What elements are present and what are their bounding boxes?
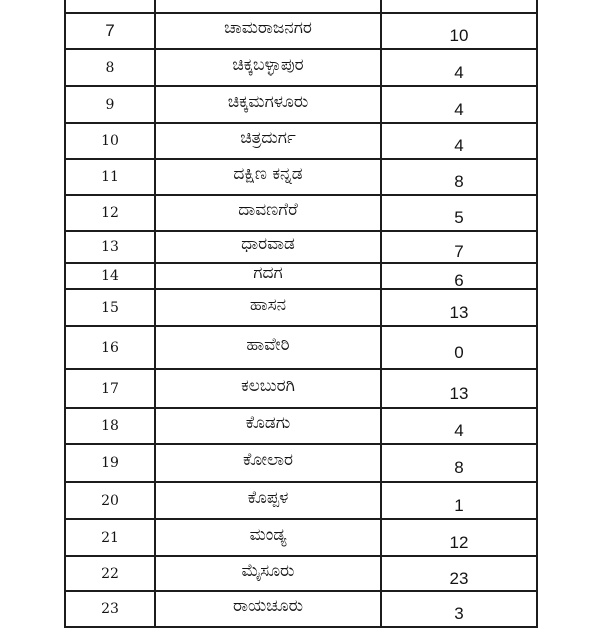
district-name-cell: ಹಾವೇರಿ <box>155 326 381 369</box>
district-name-cell: ಧಾರವಾಡ <box>155 231 381 263</box>
serial-number-cell: 18 <box>65 408 155 444</box>
district-name-cell: ಕೊಪ್ಪಳ <box>155 482 381 519</box>
count-cell: 4 <box>381 408 537 444</box>
district-count-table <box>64 0 538 628</box>
district-name-cell: ಮೈಸೂರು <box>155 556 381 591</box>
serial-number-cell: 8 <box>65 49 155 86</box>
district-name-cell: ರಾಯಚೂರು <box>155 591 381 627</box>
count-cell: 10 <box>381 13 537 49</box>
table-row <box>65 369 537 408</box>
count-cell: 6 <box>381 263 537 289</box>
count-cell: 3 <box>381 591 537 627</box>
district-name-cell: ಕೋಲಾರ <box>155 444 381 482</box>
serial-number-cell: 17 <box>65 369 155 408</box>
count-cell: 8 <box>381 444 537 482</box>
serial-number-cell: 23 <box>65 591 155 627</box>
count-cell: 5 <box>381 195 537 231</box>
district-name-cell: ಹಾಸನ <box>155 289 381 326</box>
count-cell: 13 <box>381 369 537 408</box>
count-cell: 7 <box>381 231 537 263</box>
count-cell: 13 <box>381 289 537 326</box>
table-row <box>65 159 537 195</box>
serial-number-cell: 20 <box>65 482 155 519</box>
count-cell: 1 <box>381 482 537 519</box>
count-cell: 8 <box>381 159 537 195</box>
table-row <box>65 444 537 482</box>
district-name-cell: ಚಿತ್ರದುರ್ಗ <box>155 123 381 159</box>
serial-number-cell: 9 <box>65 86 155 123</box>
district-name-cell: ಗದಗ <box>155 263 381 289</box>
table-row <box>65 86 537 123</box>
district-name-cell: ಮಂಡ್ಯ <box>155 519 381 556</box>
serial-number-cell: 21 <box>65 519 155 556</box>
table-row <box>65 123 537 159</box>
table-row <box>65 519 537 556</box>
table-row <box>65 0 537 13</box>
table-row <box>65 231 537 263</box>
serial-number-cell: 11 <box>65 159 155 195</box>
count-cell: 4 <box>381 86 537 123</box>
district-name-cell <box>155 0 381 13</box>
serial-number-cell: 10 <box>65 123 155 159</box>
count-cell: 0 <box>381 326 537 369</box>
count-cell: 4 <box>381 123 537 159</box>
table-row <box>65 556 537 591</box>
table-row <box>65 289 537 326</box>
district-name-cell: ಚಿಕ್ಕಮಗಳೂರು <box>155 86 381 123</box>
table-row <box>65 195 537 231</box>
count-cell <box>381 0 537 13</box>
table-row <box>65 49 537 86</box>
count-cell: 23 <box>381 556 537 591</box>
serial-number-cell: 7 <box>65 13 155 49</box>
count-cell: 12 <box>381 519 537 556</box>
table-row <box>65 263 537 289</box>
serial-number-cell <box>65 0 155 13</box>
district-name-cell: ಕೊಡಗು <box>155 408 381 444</box>
table-row <box>65 408 537 444</box>
table-row <box>65 326 537 369</box>
district-name-cell: ಚಿಕ್ಕಬಳ್ಳಾಪುರ <box>155 49 381 86</box>
table-row <box>65 482 537 519</box>
serial-number-cell: 12 <box>65 195 155 231</box>
table-row <box>65 13 537 49</box>
serial-number-cell: 14 <box>65 263 155 289</box>
serial-number-cell: 16 <box>65 326 155 369</box>
serial-number-cell: 19 <box>65 444 155 482</box>
serial-number-cell: 15 <box>65 289 155 326</box>
district-name-cell: ದಕ್ಷಿಣ ಕನ್ನಡ <box>155 159 381 195</box>
count-cell: 4 <box>381 49 537 86</box>
serial-number-cell: 22 <box>65 556 155 591</box>
district-name-cell: ಕಲಬುರಗಿ <box>155 369 381 408</box>
table-row <box>65 591 537 627</box>
serial-number-cell: 13 <box>65 231 155 263</box>
district-name-cell: ಚಾಮರಾಜನಗರ <box>155 13 381 49</box>
district-name-cell: ದಾವಣಗೆರೆ <box>155 195 381 231</box>
